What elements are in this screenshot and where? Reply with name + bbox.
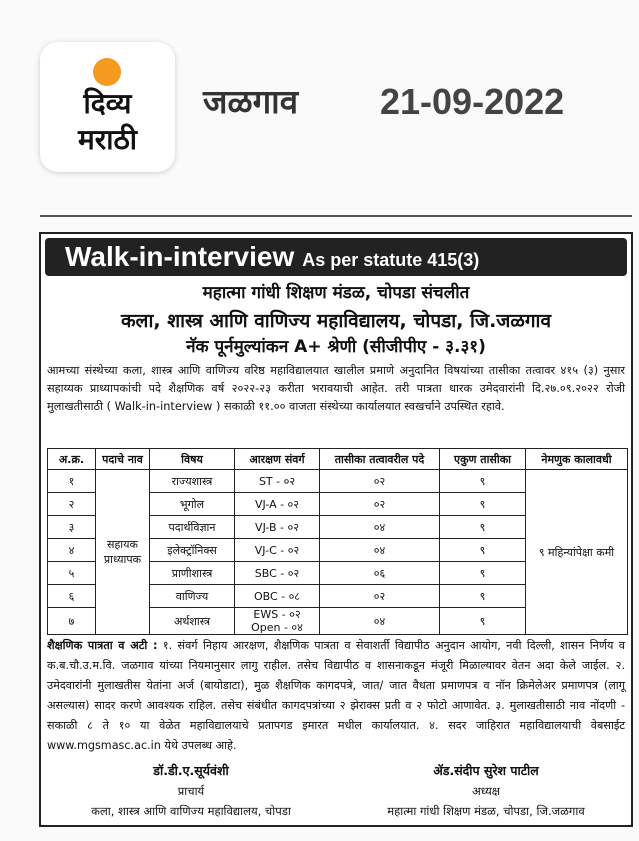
- signature-president: [341, 761, 631, 821]
- cell-subject: प्राणीशास्त्र: [150, 562, 235, 585]
- cell-subject: राज्यशास्त्र: [150, 470, 235, 493]
- cell-subject: वाणिज्य: [150, 585, 235, 608]
- logo-text-line1: दिव्य: [83, 87, 132, 120]
- signatory-org: कला, शास्त्र आणि वाणिज्य महाविद्यालय, चोपडा: [91, 804, 291, 818]
- signatory-role: प्राचार्य: [177, 784, 205, 798]
- cell-posts: ०२: [320, 585, 440, 608]
- cell-reservation: VJ-B - ०२: [235, 516, 320, 539]
- cell-subject: इलेक्ट्रॉनिक्स: [150, 539, 235, 562]
- cell-subject: भूगोल: [150, 493, 235, 516]
- rules-text: १. संवर्ग निहाय आरक्षण, शैक्षणिक पात्रता व सेवाशर्ती विद्यापीठ अनुदान आयोग, नवी दिल्ली, शासन निर्णय व क.ब.चौ.उ.म.वि. जळगाव यांच्या नियमानुसार लागु राहील. तसेच विद्यापीठ व शासनाकडून मंजूरी मिळाल्यावर वेतन अदा केले जाईल. २. उमेदवारांनी मुलाखतीस येतांना अर्ज (बायोडाटा), मुळ शैक्षणिक कागदपत्रे, जात/ जात वैधता प्रमाणपत्र व नॉन क्रिमेलेअर प्रमाणपत्र (लागू असल्यास) सादर करणे आवश्यक राहिल. तसेच संबंधीत कागदपत्रांच्या २ झेराक्स प्रती व २ फोटो आणावेत. ३. मुलाखतीसाठी नाव नोंदणी - सकाळी ८ ते १० या वेळेत महाविद्यालयाचे प्रतापगड इमारत मधील कार्यालयात. ४. सदर जाहिरात महाविद्यालयाची वेबसाईट www.mgsmasc.ac.in येथे उपलब्ध आहे.: [47, 639, 625, 752]
- signatory-org: महात्मा गांधी शिक्षण मंडळ, चोपडा, जि.जळगाव: [387, 804, 585, 818]
- ad-rules: [47, 636, 625, 756]
- cell-reservation: ST - ०२: [235, 470, 320, 493]
- reservation-ews: EWS - ०२: [253, 608, 301, 621]
- col-header-post: पदाचे नाव: [96, 449, 150, 470]
- cell-reservation: VJ-C - ०२: [235, 539, 320, 562]
- cell-posts: ०२: [320, 470, 440, 493]
- cell-reservation: SBC - ०२: [235, 562, 320, 585]
- cell-hours: ९: [440, 516, 526, 539]
- vacancy-table: [47, 448, 628, 635]
- cell-serial: १: [48, 470, 96, 493]
- cell-posts: ०६: [320, 562, 440, 585]
- cell-posts: ०४: [320, 516, 440, 539]
- ad-banner: [45, 238, 627, 276]
- ad-heading-college: कला, शास्त्र आणि वाणिज्य महाविद्यालय, चोपडा, जि.जळगाव: [120, 310, 552, 332]
- rules-title: शैक्षणिक पात्रता व अटी :: [47, 639, 158, 652]
- logo-text-line2: मराठी: [78, 123, 137, 156]
- cell-posts: ०४: [320, 539, 440, 562]
- edition-city: जळगाव: [203, 82, 299, 121]
- cell-posts: ०४: [320, 608, 440, 635]
- cell-period: ९ महिन्यांपेक्षा कमी: [526, 470, 628, 635]
- banner-title: Walk-in-interview: [65, 241, 295, 272]
- cell-hours: ९: [440, 585, 526, 608]
- table-row: [48, 470, 628, 493]
- cell-hours: ९: [440, 562, 526, 585]
- cell-post-name: सहायक प्राध्यापक: [96, 470, 150, 635]
- table-header-row: [48, 449, 628, 470]
- cell-serial: ६: [48, 585, 96, 608]
- app-logo[interactable]: [40, 42, 175, 172]
- cell-subject: पदार्थविज्ञान: [150, 516, 235, 539]
- ad-heading-naac: नॅक पूर्नमुल्यांकन A+ श्रेणी (सीजीपीए - ३.३१): [186, 337, 486, 357]
- cell-serial: २: [48, 493, 96, 516]
- cell-serial: ५: [48, 562, 96, 585]
- cell-posts: ०२: [320, 493, 440, 516]
- cell-hours: ९: [440, 608, 526, 635]
- cell-hours: ९: [440, 539, 526, 562]
- header-divider: [40, 215, 632, 217]
- cell-reservation: [235, 608, 320, 635]
- col-header-subject: विषय: [150, 449, 235, 470]
- cell-reservation: OBC - ०८: [235, 585, 320, 608]
- cell-serial: ३: [48, 516, 96, 539]
- col-header-posts: तासीका तत्वावरील पदे: [320, 449, 440, 470]
- edition-date: 21-09-2022: [380, 81, 565, 122]
- cell-hours: ९: [440, 470, 526, 493]
- advertisement: [39, 232, 633, 827]
- signature-principal: [61, 761, 321, 821]
- signatory-name: डॉ.डी.ए.सूर्यवंशी: [153, 763, 229, 778]
- col-header-serial: अ.क्र.: [48, 449, 96, 470]
- cell-serial: ७: [48, 608, 96, 635]
- cell-reservation: VJ-A - ०२: [235, 493, 320, 516]
- reservation-open: Open - ०४: [251, 621, 303, 634]
- signatory-name: ॲड.संदीप सुरेश पाटील: [433, 763, 539, 778]
- col-header-hours: एकुण तासीका: [440, 449, 526, 470]
- sun-dot-icon: [93, 58, 121, 86]
- cell-serial: ४: [48, 539, 96, 562]
- cell-subject: अर्थशास्त्र: [150, 608, 235, 635]
- signatory-role: अध्यक्ष: [471, 784, 501, 798]
- col-header-period: नेमणुक कालावधी: [526, 449, 628, 470]
- ad-intro-text: आमच्या संस्थेच्या कला, शास्त्र आणि वाणिज्य वरिष्ठ महाविद्यालयात खालील प्रमाणे अनुदानित विषयांच्या तासीका तत्वावर ४१५ (३) नुसार सहाय्यक प्राध्यापकांची पदे शैक्षणिक वर्ष २०२२-२३ करीता भरावयाची आहेत. तरी पात्रता धारक उमेदवारांनी दि.२७.०९.२०२२ रोजी मुलाखतीसाठी ( Walk-in-interview ) सकाळी ११.०० वाजता संस्थेच्या कार्यालयात स्वखर्चाने उपस्थित रहावे.: [47, 364, 625, 413]
- cell-hours: ९: [440, 493, 526, 516]
- ad-heading-society: महात्मा गांधी शिक्षण मंडळ, चोपडा संचलीत: [202, 283, 470, 303]
- col-header-reservation: आरक्षण संवर्ग: [235, 449, 320, 470]
- banner-subtitle: As per statute 415(3): [302, 250, 480, 270]
